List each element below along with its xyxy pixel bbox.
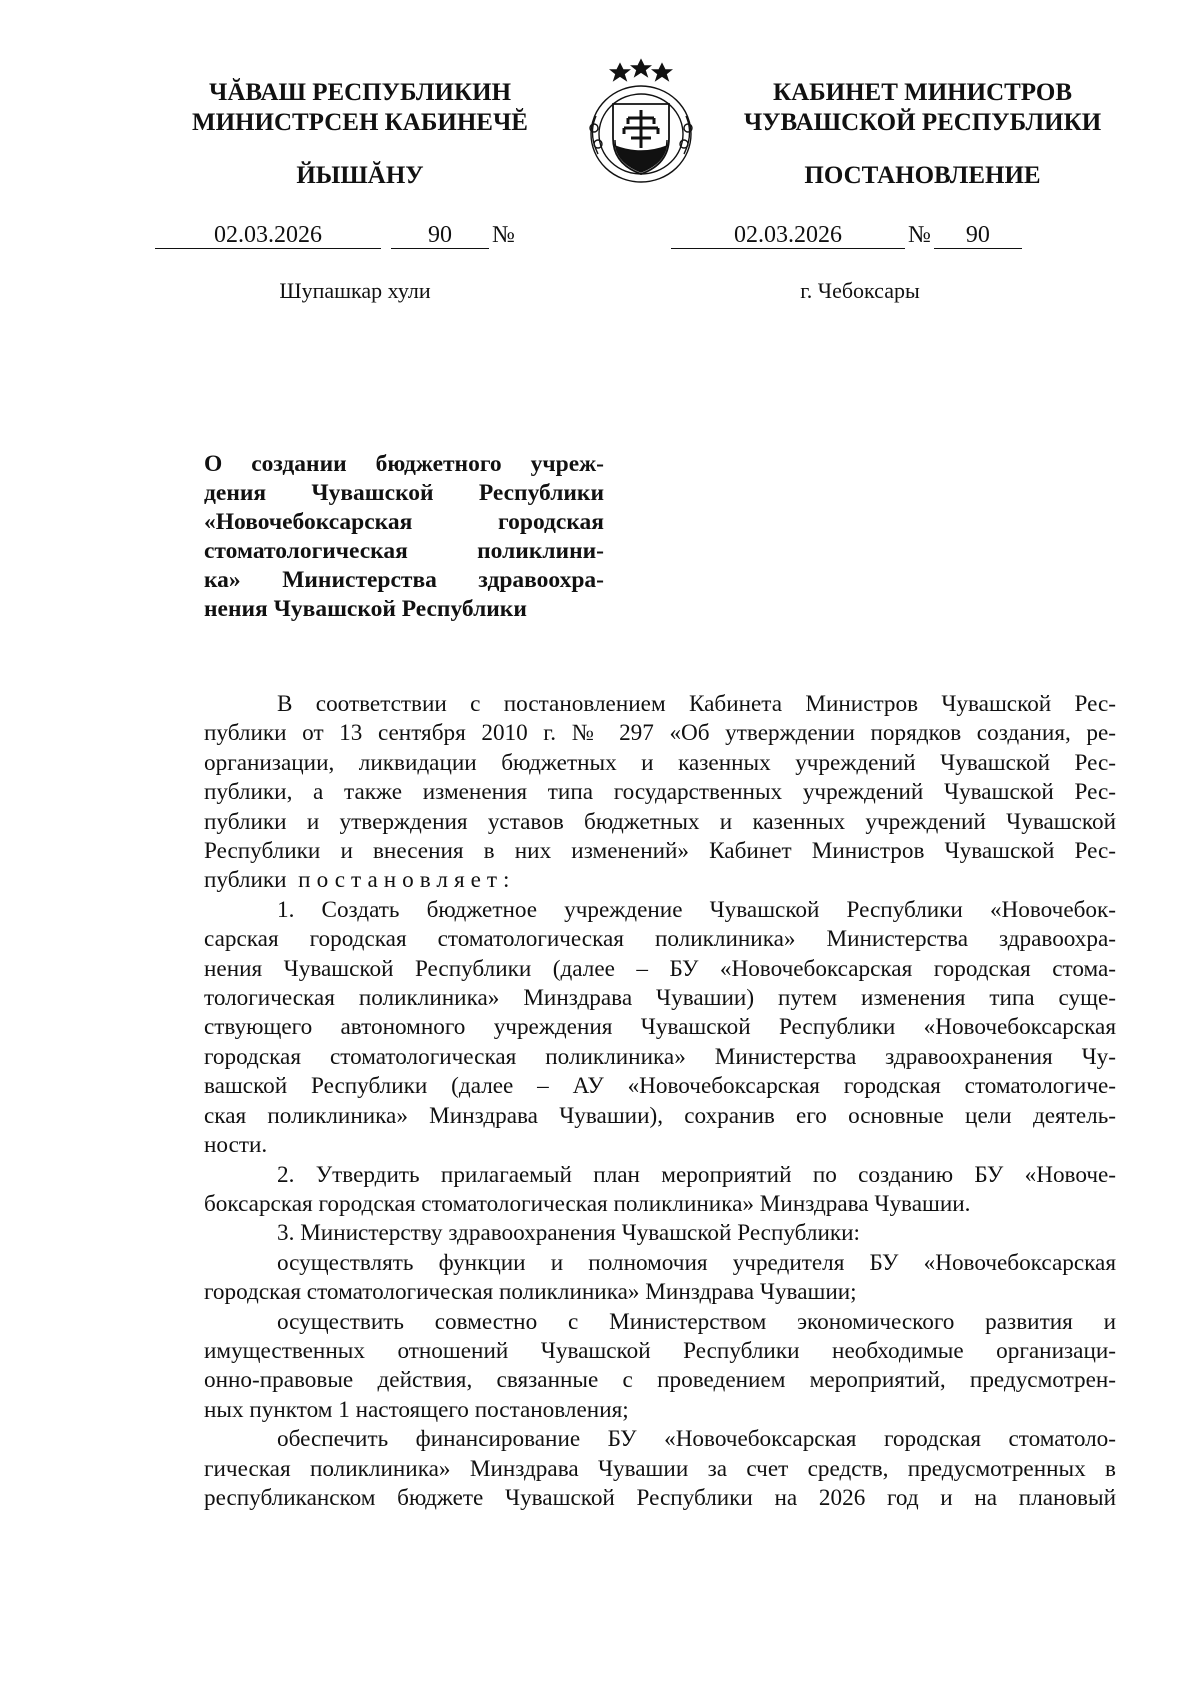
number-sign-left: № [492,222,515,248]
resolves-word: постановляет: [298,867,516,894]
header-left-line2: МИНИСТРСЕН КАБИНЕЧĔ [192,109,528,136]
document-body [204,690,1116,1513]
body-line: городская стоматологическая поликлиника» Министерства здравоохранения Чу- [204,1043,1116,1070]
body-line: тологическая поликлиника» Минздрава Чувашии) путем изменения типа суще- [204,985,1116,1012]
body-line: нения Чувашской Республики (далее – БУ «Новочебоксарская городская стома- [204,955,1116,982]
number-sign-right: № [908,222,931,248]
place-right: г. Чебоксары [800,278,920,303]
title-line: О создании бюджетного учреж- [204,451,604,477]
chuvash-coat-of-arms-icon [568,56,714,186]
body-line: публики, а также изменения типа государственных учреждений Чувашской Рес- [204,779,1116,806]
number-field-left: 90 [391,222,489,249]
body-line: В соответствии с постановлением Кабинета Министров Чувашской Рес- [277,691,1116,717]
body-line: 3. Министерству здравоохранения Чувашской Республики: [277,1220,860,1247]
star-icon [653,64,671,80]
registration-left [155,222,518,249]
body-line: боксарская городская стоматологическая поликлиника» Минздрава Чувашии. [204,1190,971,1217]
document-title [204,450,604,624]
body-line: осуществлять функции и полномочия учредителя БУ «Новочебоксарская [277,1249,1116,1276]
body-line: вашской Республики (далее – АУ «Новочебоксарская городская стоматологиче- [204,1073,1116,1100]
body-line: 1. Создать бюджетное учреждение Чувашской Республики «Новочебок- [277,896,1116,923]
body-line: осуществить совместно с Министерством экономического развития и [277,1308,1116,1335]
place-left: Шупашкар хули [279,278,431,303]
body-line: республиканском бюджете Чувашской Республики на 2026 год и на плановый [204,1484,1116,1511]
body-line: публики от 13 сентября 2010 г. № 297 «Об утверждении порядков создания, ре- [204,720,1116,747]
doc-type-right: ПОСТАНОВЛЕНИЕ [804,162,1041,189]
doc-type-left: ЙЫШĂНУ [296,162,424,189]
header-right-line1: КАБИНЕТ МИНИСТРОВ [772,79,1073,106]
title-line: нения Чувашской Республики [204,596,527,622]
title-line: стоматологическая поликлини- [204,538,604,564]
body-line: сарская городская стоматологическая поликлиника» Министерства здравоохра- [204,926,1116,953]
body-line: публики и утверждения уставов бюджетных и казенных учреждений Чувашской [204,808,1116,835]
header-right [730,78,1115,138]
header-left [170,78,550,138]
date-field-left: 02.03.2026 [155,222,381,249]
body-line: организации, ликвидации бюджетных и казенных учреждений Чувашской Рес- [204,749,1116,776]
body-line: ствующего автономного учреждения Чувашской Республики «Новочебоксарская [204,1014,1116,1041]
star-icon [611,64,629,80]
body-line: гическая поликлиника» Минздрава Чувашии за счет средств, предусмотренных в [204,1455,1116,1482]
body-line: онно-правовые действия, связанные с проведением мероприятий, предусмотрен- [204,1367,1116,1394]
registration-right [671,222,1022,249]
body-line [204,866,1116,895]
body-line: ности. [204,1132,268,1159]
body-line: 2. Утвердить прилагаемый план мероприятий по созданию БУ «Новоче- [277,1161,1116,1188]
title-line: дения Чувашской Республики [204,480,604,506]
title-line: ка» Министерства здравоохра- [204,567,604,593]
body-line: ных пунктом 1 настоящего постановления; [204,1396,629,1423]
header-right-line2: ЧУВАШСКОЙ РЕСПУБЛИКИ [743,109,1102,136]
header-left-line1: ЧĂВАШ РЕСПУБЛИКИН [208,79,512,106]
body-line: городская стоматологическая поликлиника» Минздрава Чувашии; [204,1279,857,1306]
body-line: обеспечить финансирование БУ «Новочебоксарская городская стоматоло- [277,1426,1116,1453]
body-line: Республики и внесения в них изменений» Кабинет Министров Чувашской Рес- [204,838,1116,865]
body-line-word: публики [204,867,287,894]
star-icon [632,60,650,76]
body-line: ская поликлиника» Минздрава Чувашии), сохранив его основные цели деятель- [204,1102,1116,1129]
title-line: «Новочебоксарская городская [204,509,604,535]
date-field-right: 02.03.2026 [671,222,905,249]
body-line: имущественных отношений Чувашской Республики необходимые организаци- [204,1337,1116,1364]
number-field-right: 90 [934,222,1022,249]
